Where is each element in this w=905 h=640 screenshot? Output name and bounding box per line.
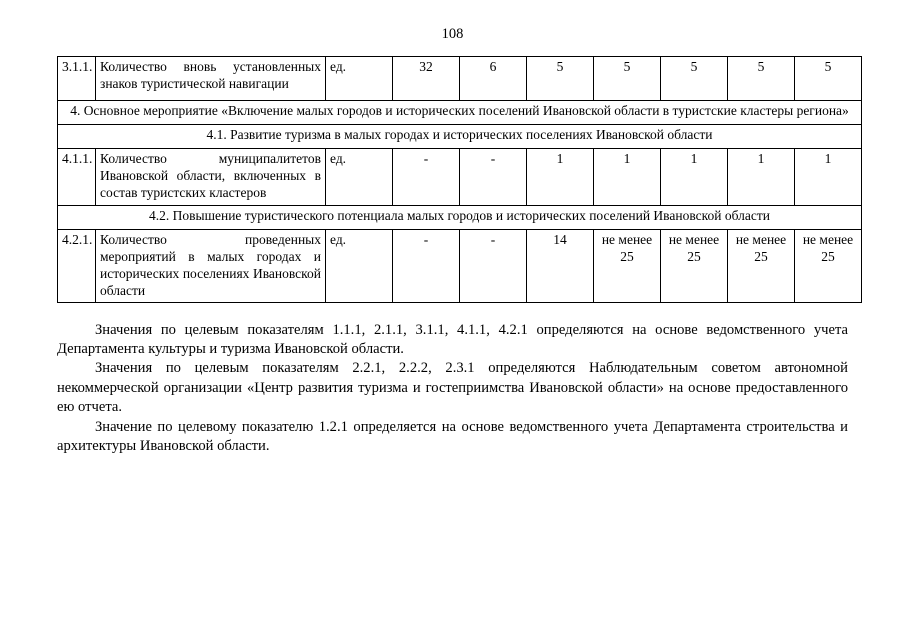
indicator-unit: ед. — [326, 148, 393, 205]
table-row — [58, 205, 862, 229]
indicator-code: 4.2.1. — [58, 229, 96, 302]
indicator-value: - — [460, 148, 527, 205]
indicator-value: не менее 25 — [795, 229, 862, 302]
table-row — [58, 100, 862, 124]
indicator-value: 1 — [527, 148, 594, 205]
indicator-value: не менее 25 — [594, 229, 661, 302]
indicator-unit: ед. — [326, 229, 393, 302]
note-paragraph: Значения по целевым показателям 1.1.1, 2.1.1, 3.1.1, 4.1.1, 4.2.1 определяются на основе ведомственного учета Департамента культуры и туризма Ивановской области. — [57, 321, 848, 357]
indicator-value: 1 — [661, 148, 728, 205]
indicator-value: 1 — [594, 148, 661, 205]
indicator-name: Количество муниципалитетов Ивановской области, включенных в состав туристских кластеров — [96, 148, 326, 205]
section-header: 4. Основное мероприятие «Включение малых городов и исторических поселений Ивановской области в туристские кластеры региона» — [58, 100, 862, 124]
indicator-value: 5 — [728, 56, 795, 100]
indicator-value: 5 — [661, 56, 728, 100]
indicator-value: 5 — [594, 56, 661, 100]
indicator-value: 14 — [527, 229, 594, 302]
section-header: 4.1. Развитие туризма в малых городах и исторических поселениях Ивановской области — [58, 124, 862, 148]
indicators-table — [57, 56, 862, 303]
indicator-value: 5 — [527, 56, 594, 100]
indicator-unit: ед. — [326, 56, 393, 100]
table-row — [58, 229, 862, 302]
indicator-value: 1 — [728, 148, 795, 205]
indicator-value: 1 — [795, 148, 862, 205]
indicator-name: Количество проведенных мероприятий в малых городах и исторических поселениях Ивановской области — [96, 229, 326, 302]
note-paragraph: Значение по целевому показателю 1.2.1 определяется на основе ведомственного учета Департамента строительства и архитектуры Ивановской области. — [57, 418, 848, 454]
indicator-value: - — [460, 229, 527, 302]
indicator-name: Количество вновь установленных знаков туристической навигации — [96, 56, 326, 100]
indicator-value: - — [393, 148, 460, 205]
section-header: 4.2. Повышение туристического потенциала малых городов и исторических поселений Ивановской области — [58, 205, 862, 229]
table-row — [58, 124, 862, 148]
indicator-value: не менее 25 — [728, 229, 795, 302]
note-paragraph: Значения по целевым показателям 2.2.1, 2.2.2, 2.3.1 определяются Наблюдательным советом автономной некоммерческой организации «Центр развития туризма и гостеприимства Ивановской области» на основе предоставленного ею отчета. — [57, 360, 848, 416]
indicator-value: 6 — [460, 56, 527, 100]
indicator-value: не менее 25 — [661, 229, 728, 302]
indicator-value: 32 — [393, 56, 460, 100]
table-row — [58, 148, 862, 205]
indicator-value: - — [393, 229, 460, 302]
indicator-code: 4.1.1. — [58, 148, 96, 205]
notes-block — [57, 321, 848, 457]
page-number: 108 — [441, 26, 464, 42]
indicator-value: 5 — [795, 56, 862, 100]
indicator-code: 3.1.1. — [58, 56, 96, 100]
table-row — [58, 56, 862, 100]
